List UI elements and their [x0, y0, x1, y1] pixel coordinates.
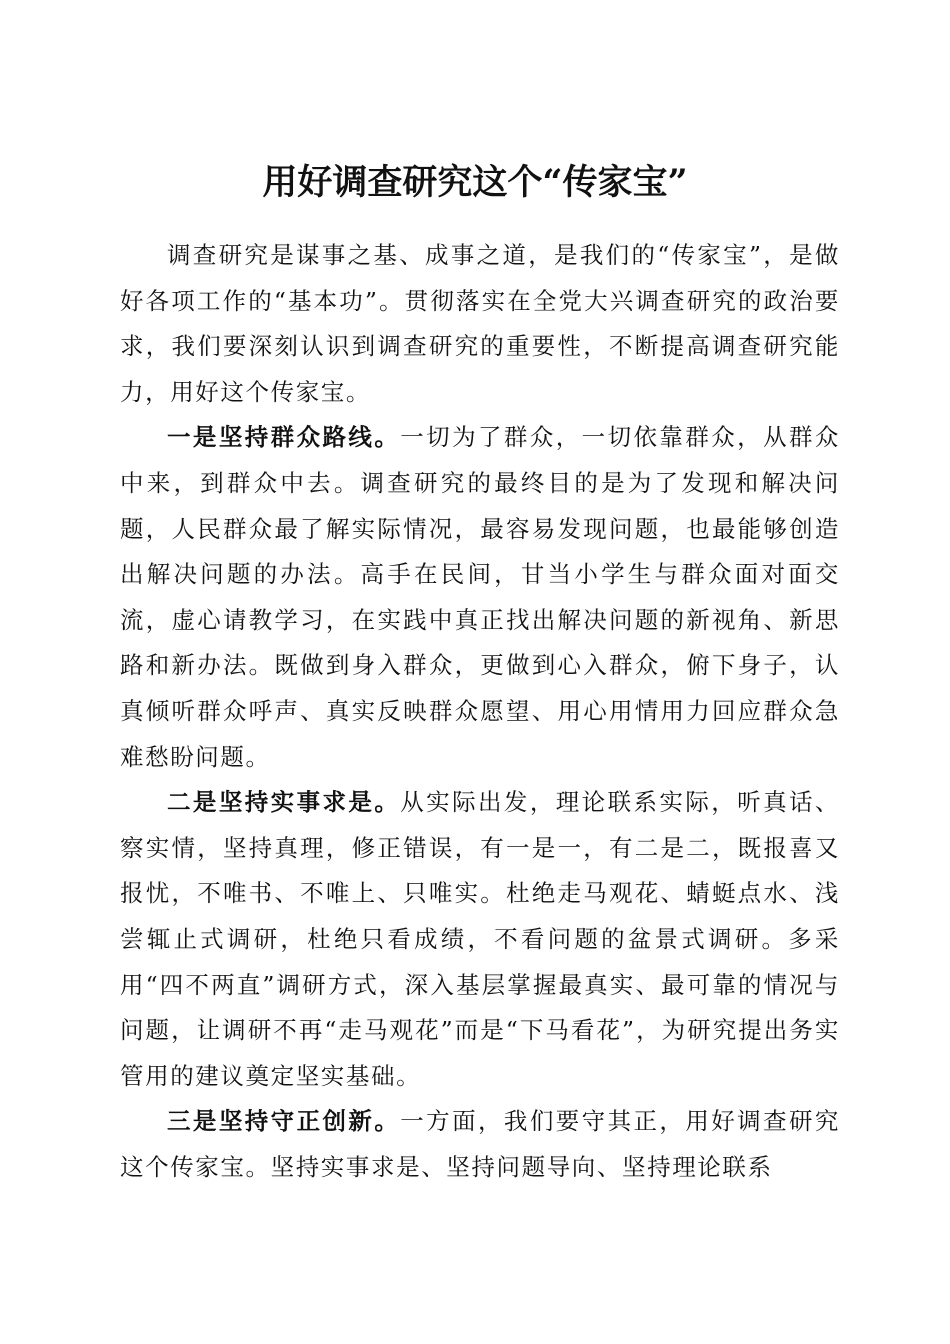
paragraph-lead: 一是坚持群众路线。 — [167, 423, 401, 452]
paragraph-lead: 二是坚持实事求是。 — [167, 788, 401, 817]
paragraph-text: 从实际出发，理论联系实际，听真话、察实情，坚持真理，修正错误，有一是一，有二是二，既报喜又报忧，不唯书、不唯上、只唯实。杜绝走马观花、蜻蜓点水、浅尝辄止式调研，杜绝只看成绩，不看问题的盆景式调研。多采用“四不两直”调研方式，深入基层掌握最真实、最可靠的情况与问题，让调研不再“走马观花”而是“下马看花”，为研究提出务实管用的建议奠定坚实基础。 — [120, 788, 840, 1090]
paragraph-text: 调查研究是谋事之基、成事之道，是我们的“传家宝”，是做好各项工作的“基本功”。贯彻落实在全党大兴调查研究的政治要求，我们要深刻认识到调查研究的重要性，不断提高调查研究能力，用好这个传家宝。 — [120, 241, 840, 406]
paragraph-lead: 三是坚持守正创新。 — [167, 1107, 401, 1136]
paragraph-point-one — [120, 415, 840, 780]
paragraph-text: 一方面，我们要守其正，用好调查研究这个传家宝。坚持实事求是、坚持问题导向、坚持理论联系 — [120, 1107, 840, 1181]
paragraph-intro — [120, 233, 840, 415]
paragraph-point-two — [120, 780, 840, 1099]
paragraph-point-three — [120, 1099, 840, 1190]
document-body — [120, 233, 840, 1190]
page-title: 用好调查研究这个“传家宝” — [262, 162, 688, 204]
paragraph-text: 一切为了群众，一切依靠群众，从群众中来，到群众中去。调查研究的最终目的是为了发现和解决问题，人民群众最了解实际情况，最容易发现问题，也最能够创造出解决问题的办法。高手在民间，甘当小学生与群众面对面交流，虚心请教学习，在实践中真正找出解决问题的新视角、新思路和新办法。既做到身入群众，更做到心入群众，俯下身子，认真倾听群众呼声、真实反映群众愿望、用心用情用力回应群众急难愁盼问题。 — [120, 423, 840, 771]
